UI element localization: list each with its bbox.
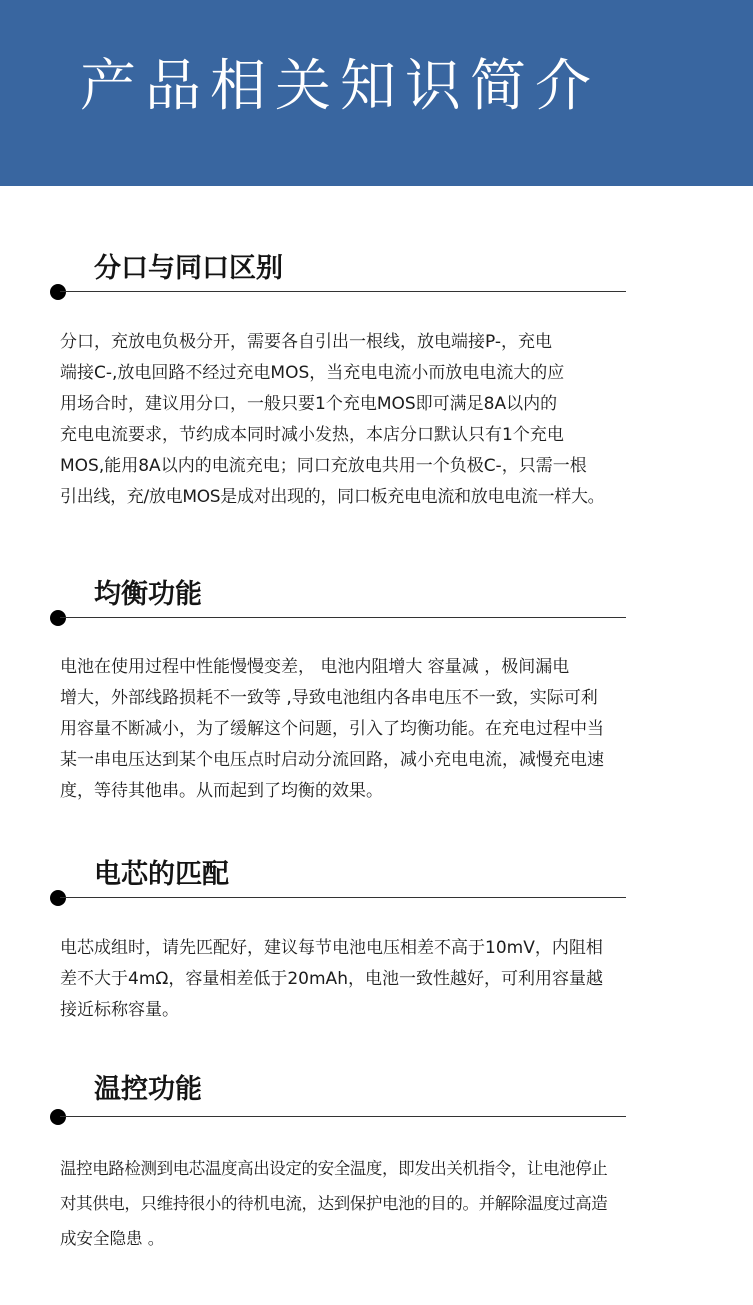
header-banner [0,0,753,186]
section-paragraph [60,327,720,513]
section-title: 电芯的匹配 [94,859,229,890]
section-paragraph [60,933,720,1026]
bullet-dot-icon [50,1109,66,1125]
section-divider [60,897,626,898]
paragraph-line: 端接C-,放电回路不经过充电MOS，当充电电流小而放电电流大的应 [60,363,565,383]
page-title: 产品相关知识简介 [80,54,600,119]
paragraph-line: 温控电路检测到电芯温度高出设定的安全温度，即发出关机指令，让电池停止 [60,1159,608,1178]
paragraph-line: 充电电流要求，节约成本同时减小发热，本店分口默认只有1个充电 [60,425,564,445]
paragraph-line: 分口，充放电负极分开，需要各自引出一根线，放电端接P-，充电 [60,332,553,352]
paragraph-line: 成安全隐患 。 [60,1229,165,1248]
section-divider [60,291,626,292]
paragraph-line: 某一串电压达到某个电压点时启动分流回路，减小充电电流，减慢充电速 [60,750,604,770]
section-divider [60,617,626,618]
bullet-dot-icon [50,610,66,626]
bullet-dot-icon [50,890,66,906]
paragraph-line: 电芯成组时，请先匹配好，建议每节电池电压相差不高于10mV，内阻相 [60,938,603,958]
section-title: 分口与同口区别 [94,253,283,284]
section-title: 均衡功能 [94,579,202,610]
paragraph-line: 度，等待其他串。从而起到了均衡的效果。 [60,781,383,801]
section-paragraph [60,652,720,807]
paragraph-line: 用场合时，建议用分口，一般只要1个充电MOS即可满足8A以内的 [60,394,558,414]
bullet-dot-icon [50,284,66,300]
paragraph-line: 引出线，充/放电MOS是成对出现的，同口板充电电流和放电电流一样大。 [60,487,605,507]
paragraph-line: 电池在使用过程中性能慢慢变差， 电池内阻增大 容量减 ，极间漏电 [60,657,570,677]
paragraph-line: 用容量不断减小，为了缓解这个问题，引入了均衡功能。在充电过程中当 [60,719,604,739]
section-title: 温控功能 [94,1074,202,1105]
paragraph-line: 接近标称容量。 [60,1000,179,1020]
paragraph-line: 差不大于4mΩ，容量相差低于20mAh，电池一致性越好，可利用容量越 [60,969,603,989]
paragraph-line: 增大，外部线路损耗不一致等 ,导致电池组内各串电压不一致，实际可利 [60,688,598,708]
paragraph-line: MOS,能用8A以内的电流充电；同口充放电共用一个负极C-，只需一根 [60,456,587,476]
section-paragraph [60,1151,720,1256]
section-divider [60,1116,626,1117]
paragraph-line: 对其供电，只维持很小的待机电流，达到保护电池的目的。并解除温度过高造 [60,1194,608,1213]
